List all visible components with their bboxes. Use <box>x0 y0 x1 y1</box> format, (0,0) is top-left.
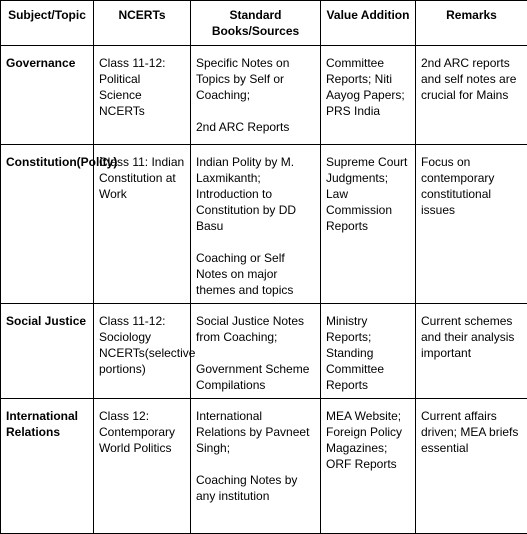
books-cell <box>191 145 321 304</box>
column-header-ncerts: NCERTs <box>94 1 191 46</box>
table-row <box>1 46 527 145</box>
ncerts-cell: Class 12: Contemporary World Politics <box>94 399 191 534</box>
table-row <box>1 399 527 534</box>
remarks-cell: Focus on contemporary constitutional issues <box>416 145 527 304</box>
subject-cell: Governance <box>1 46 94 145</box>
column-header-books: Standard Books/Sources <box>191 1 321 46</box>
value-addition-cell: Ministry Reports; Standing Committee Reports <box>321 304 416 399</box>
value-addition-cell: Committee Reports; Niti Aayog Papers; PRS India <box>321 46 416 145</box>
subject-cell: International Relations <box>1 399 94 534</box>
table-header-row <box>1 1 527 46</box>
subject-cell: Constitution(Polity) <box>1 145 94 304</box>
books-cell <box>191 46 321 145</box>
books-paragraph: Specific Notes on Topics by Self or Coaching; <box>196 55 315 103</box>
books-paragraph: Indian Polity by M. Laxmikanth; Introduction to Constitution by DD Basu <box>196 154 315 234</box>
column-header-remarks: Remarks <box>416 1 527 46</box>
remarks-cell: 2nd ARC reports and self notes are crucial for Mains <box>416 46 527 145</box>
books-paragraph: Social Justice Notes from Coaching; <box>196 313 315 345</box>
books-cell <box>191 304 321 399</box>
books-cell <box>191 399 321 534</box>
column-header-subject: Subject/Topic <box>1 1 94 46</box>
ncerts-cell: Class 11-12: Sociology NCERTs(selective portions) <box>94 304 191 399</box>
column-header-value-addition: Value Addition <box>321 1 416 46</box>
value-addition-cell: Supreme Court Judgments; Law Commission Reports <box>321 145 416 304</box>
books-paragraph: 2nd ARC Reports <box>196 119 315 135</box>
books-paragraph: Coaching or Self Notes on major themes and topics <box>196 250 315 298</box>
value-addition-cell: MEA Website; Foreign Policy Magazines; ORF Reports <box>321 399 416 534</box>
books-paragraph: Government Scheme Compilations <box>196 361 315 393</box>
books-paragraph: International Relations by Pavneet Singh; <box>196 408 315 456</box>
table-row <box>1 145 527 304</box>
books-paragraph: Coaching Notes by any institution <box>196 472 315 504</box>
ncerts-cell: Class 11: Indian Constitution at Work <box>94 145 191 304</box>
remarks-cell: Current affairs driven; MEA briefs essential <box>416 399 527 534</box>
table-row <box>1 304 527 399</box>
remarks-cell: Current schemes and their analysis important <box>416 304 527 399</box>
ncerts-cell: Class 11-12: Political Science NCERTs <box>94 46 191 145</box>
subject-cell: Social Justice <box>1 304 94 399</box>
